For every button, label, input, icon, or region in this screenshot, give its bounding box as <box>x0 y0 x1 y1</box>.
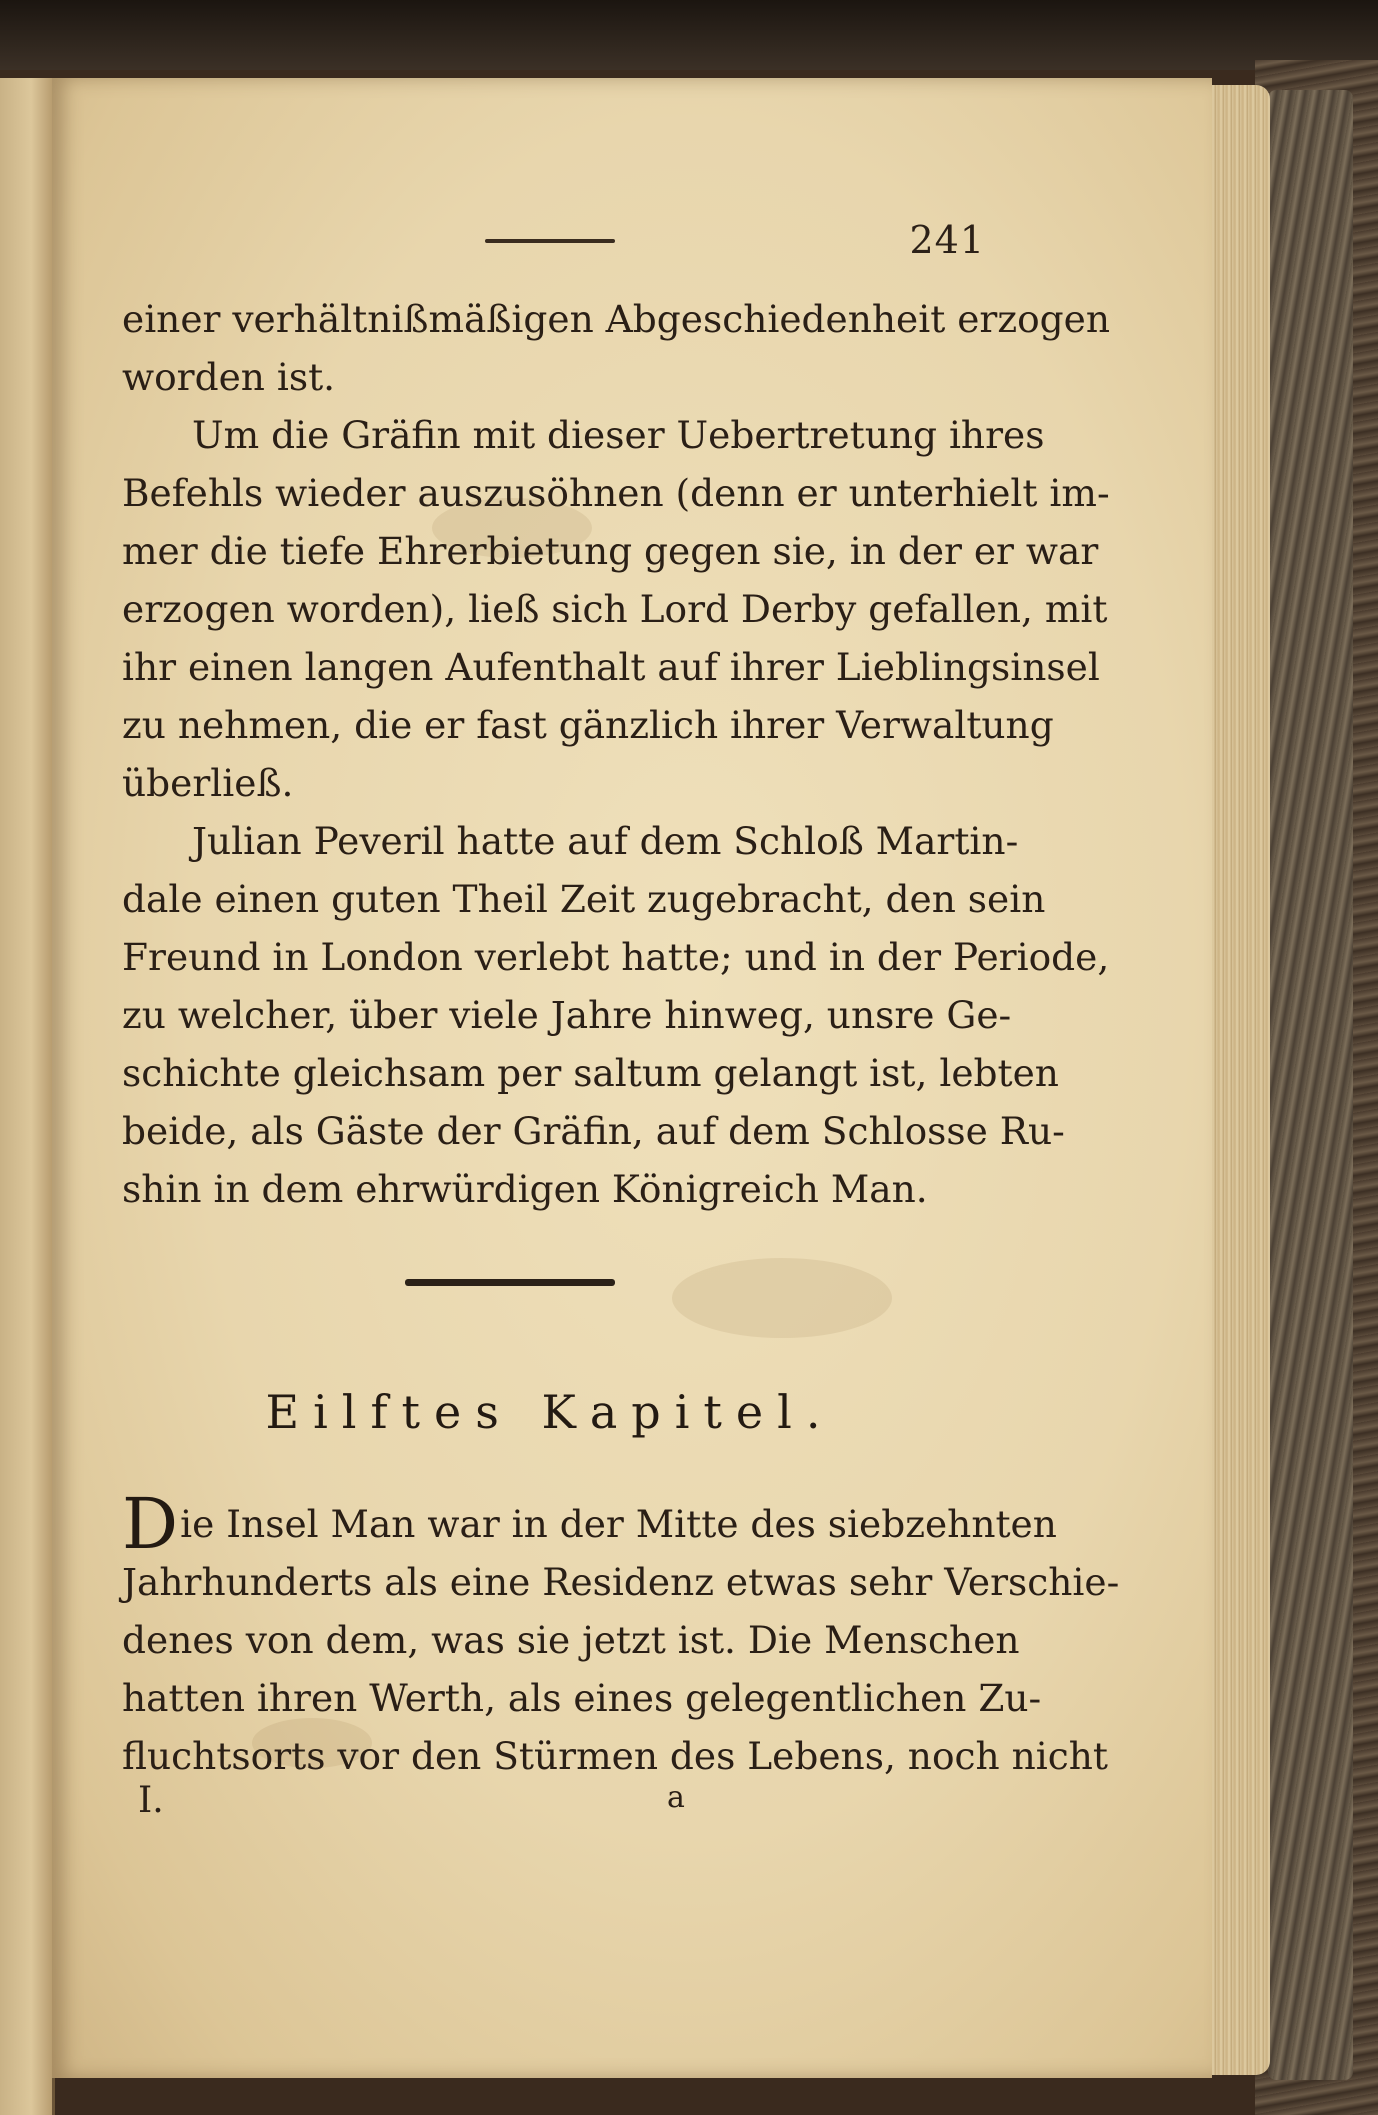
text-line-first <box>122 1483 1057 1565</box>
text-line: fluchtsorts vor den Stürmen des Lebens, noch nicht <box>122 1734 1108 1778</box>
text-line: Um die Gräfin mit dieser Uebertretung ihres <box>192 413 1045 457</box>
text-line: schichte gleichsam per saltum gelangt ist, lebten <box>122 1051 1059 1095</box>
header-rule <box>485 239 615 243</box>
text-line: shin in dem ehrwürdigen Königreich Man. <box>122 1167 928 1211</box>
text-line: Julian Peveril hatte auf dem Schloß Martin- <box>192 819 1019 863</box>
custos-mark: a <box>667 1780 685 1815</box>
text-line: Befehls wieder auszusöhnen (denn er unterhielt im- <box>122 471 1110 515</box>
text-line: hatten ihren Werth, als eines gelegentlichen Zu- <box>122 1676 1042 1720</box>
text-line: mer die tiefe Ehrerbietung gegen sie, in der er war <box>122 529 1099 573</box>
body-text-section-2 <box>122 1483 1120 1785</box>
text-line: überließ. <box>122 761 294 805</box>
page-number: 241 <box>909 218 985 262</box>
text-line: Freund in London verlebt hatte; und in der Periode, <box>122 935 1110 979</box>
text-line: denes von dem, was sie jetzt ist. Die Menschen <box>122 1618 1020 1662</box>
text-line: worden ist. <box>122 355 336 399</box>
text-line: zu nehmen, die er fast gänzlich ihrer Verwaltung <box>122 703 1054 747</box>
cover-top-edge <box>0 0 1378 70</box>
text-line: erzogen worden), ließ sich Lord Derby gefallen, mit <box>122 587 1108 631</box>
text-line: beide, als Gäste der Gräfin, auf dem Schlosse Ru- <box>122 1109 1065 1153</box>
section-divider <box>405 1279 615 1286</box>
text-line: dale einen guten Theil Zeit zugebracht, den sein <box>122 877 1046 921</box>
text-line: Jahrhunderts als eine Residenz etwas sehr Verschie- <box>122 1560 1120 1604</box>
drop-cap: D <box>122 1483 179 1565</box>
text-line: einer verhältnißmäßigen Abgeschiedenheit erzogen <box>122 297 1111 341</box>
text-line: ihr einen langen Aufenthalt auf ihrer Lieblingsinsel <box>122 645 1100 689</box>
signature-mark: I. <box>138 1780 164 1821</box>
text-line-rest: ie Insel Man war in der Mitte des siebzehnten <box>180 1502 1057 1546</box>
body-text-section-1 <box>122 290 1111 1218</box>
left-page-edge <box>0 78 55 2115</box>
text-line: zu welcher, über viele Jahre hinweg, unsre Ge- <box>122 993 1012 1037</box>
chapter-title: Eilftes Kapitel. <box>265 1385 835 1439</box>
marbled-cover <box>1268 90 1353 2080</box>
